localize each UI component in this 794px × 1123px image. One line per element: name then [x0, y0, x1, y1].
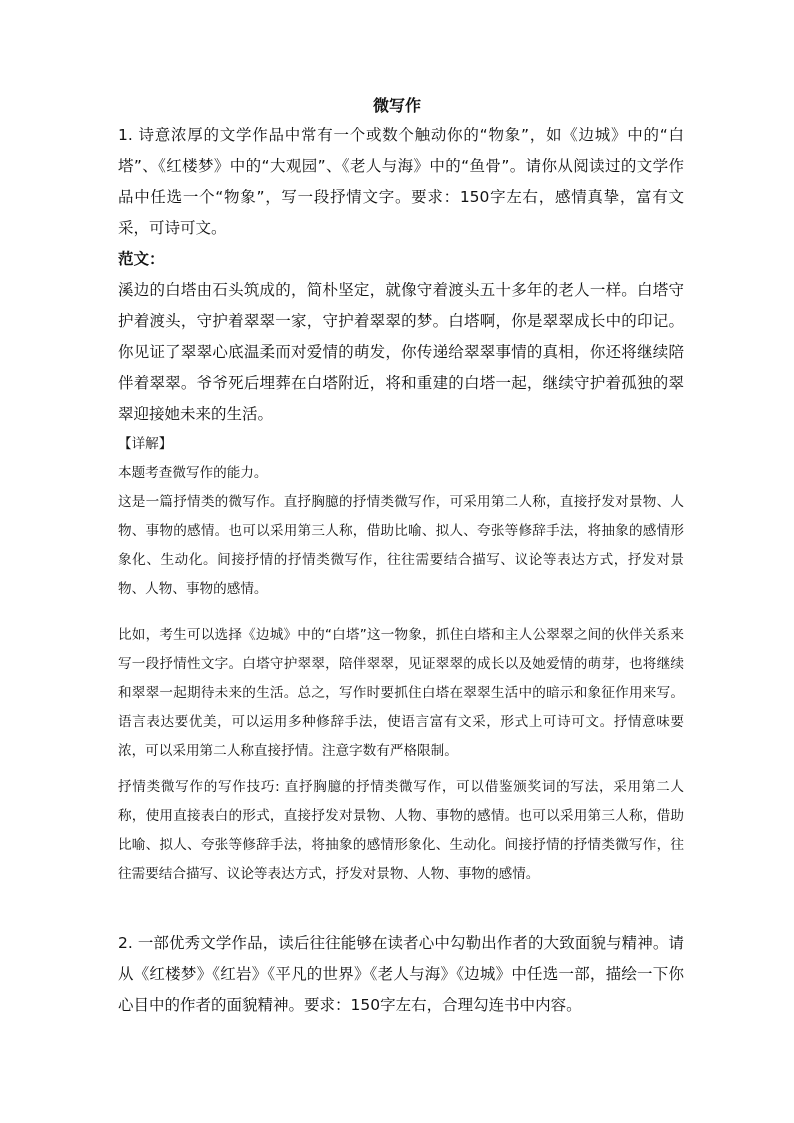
detail-paragraph-1: 本题考查微写作的能力。	[118, 465, 268, 481]
sample-essay: 溪边的白塔由石头筑成的，简朴坚定，就像守着渡头五十多年的老人一样。白塔守护着渡头，守护着翠翠一家，守护着翠翠的梦。白塔啊，你是翠翠成长中的印记。你见证了翠翠心底温柔而对爱情的萌发，你传递给翠翠事情的真相，你还将继续陪伴着翠翠。爷爷死后埋葬在白塔附近，将和重建的白塔一起，继续守护着孤独的翠翠迎接她未来的生活。	[118, 281, 684, 423]
detail-paragraph-3: 比如，考生可以选择《边城》中的“白塔”这一物象，抓住白塔和主人公翠翠之间的伙伴关系来写一段抒情性文字。白塔守护翠翠，陪伴翠翠，见证翠翠的成长以及她爱情的萌芽，也将继续和翠翠一起期待未来的生活。总之，写作时要抓住白塔在翠翠生活中的暗示和象征作用来写。语言表达要优美，可以运用多种修辞手法，使语言富有文采，形式上可诗可文。抒情意味要浓，可以采用第二人称直接抒情。注意字数有严格限制。	[118, 627, 684, 759]
page-title: 微写作	[372, 96, 421, 115]
question-1-prompt: 1. 诗意浓厚的文学作品中常有一个或数个触动你的“物象”，如《边城》中的“白塔”、《红楼梦》中的“大观园”、《老人与海》中的“鱼骨”。请你从阅读过的文学作品中任选一个“物象”，写一段抒情文字。要求：150字左右，感情真挚，富有文采，可诗可文。	[118, 126, 684, 237]
question-2-prompt: 2. 一部优秀文学作品，读后往往能够在读者心中勾勒出作者的大致面貌与精神。请从《红楼梦》《红岩》《平凡的世界》《老人与海》《边城》中任选一部，描绘一下你心目中的作者的面貌精神。要求：150字左右，合理勾连书中内容。	[118, 934, 684, 1014]
sample-label: 范文：	[118, 250, 165, 268]
detail-paragraph-4: 抒情类微写作的写作技巧: 直抒胸臆的抒情类微写作，可以借鉴颁奖词的写法，采用第二人称，使用直接表白的形式，直接抒发对景物、人物、事物的感情。也可以采用第三人称，借助比喻、拟人、夸张等修辞手法，将抽象的感情形象化、生动化。间接抒情的抒情类微写作，往往需要结合描写、议论等表达方式，抒发对景物、人物、事物的感情。	[118, 779, 684, 882]
detail-heading: 【详解】	[118, 436, 173, 452]
detail-paragraph-2: 这是一篇抒情类的微写作。直抒胸臆的抒情类微写作，可采用第二人称，直接抒发对景物、人物、事物的感情。也可以采用第三人称，借助比喻、拟人、夸张等修辞手法，将抽象的感情形象化、生动化。间接抒情的抒情类微写作，往往需要结合描写、议论等表达方式，抒发对景物、人物、事物的感情。	[118, 494, 684, 597]
